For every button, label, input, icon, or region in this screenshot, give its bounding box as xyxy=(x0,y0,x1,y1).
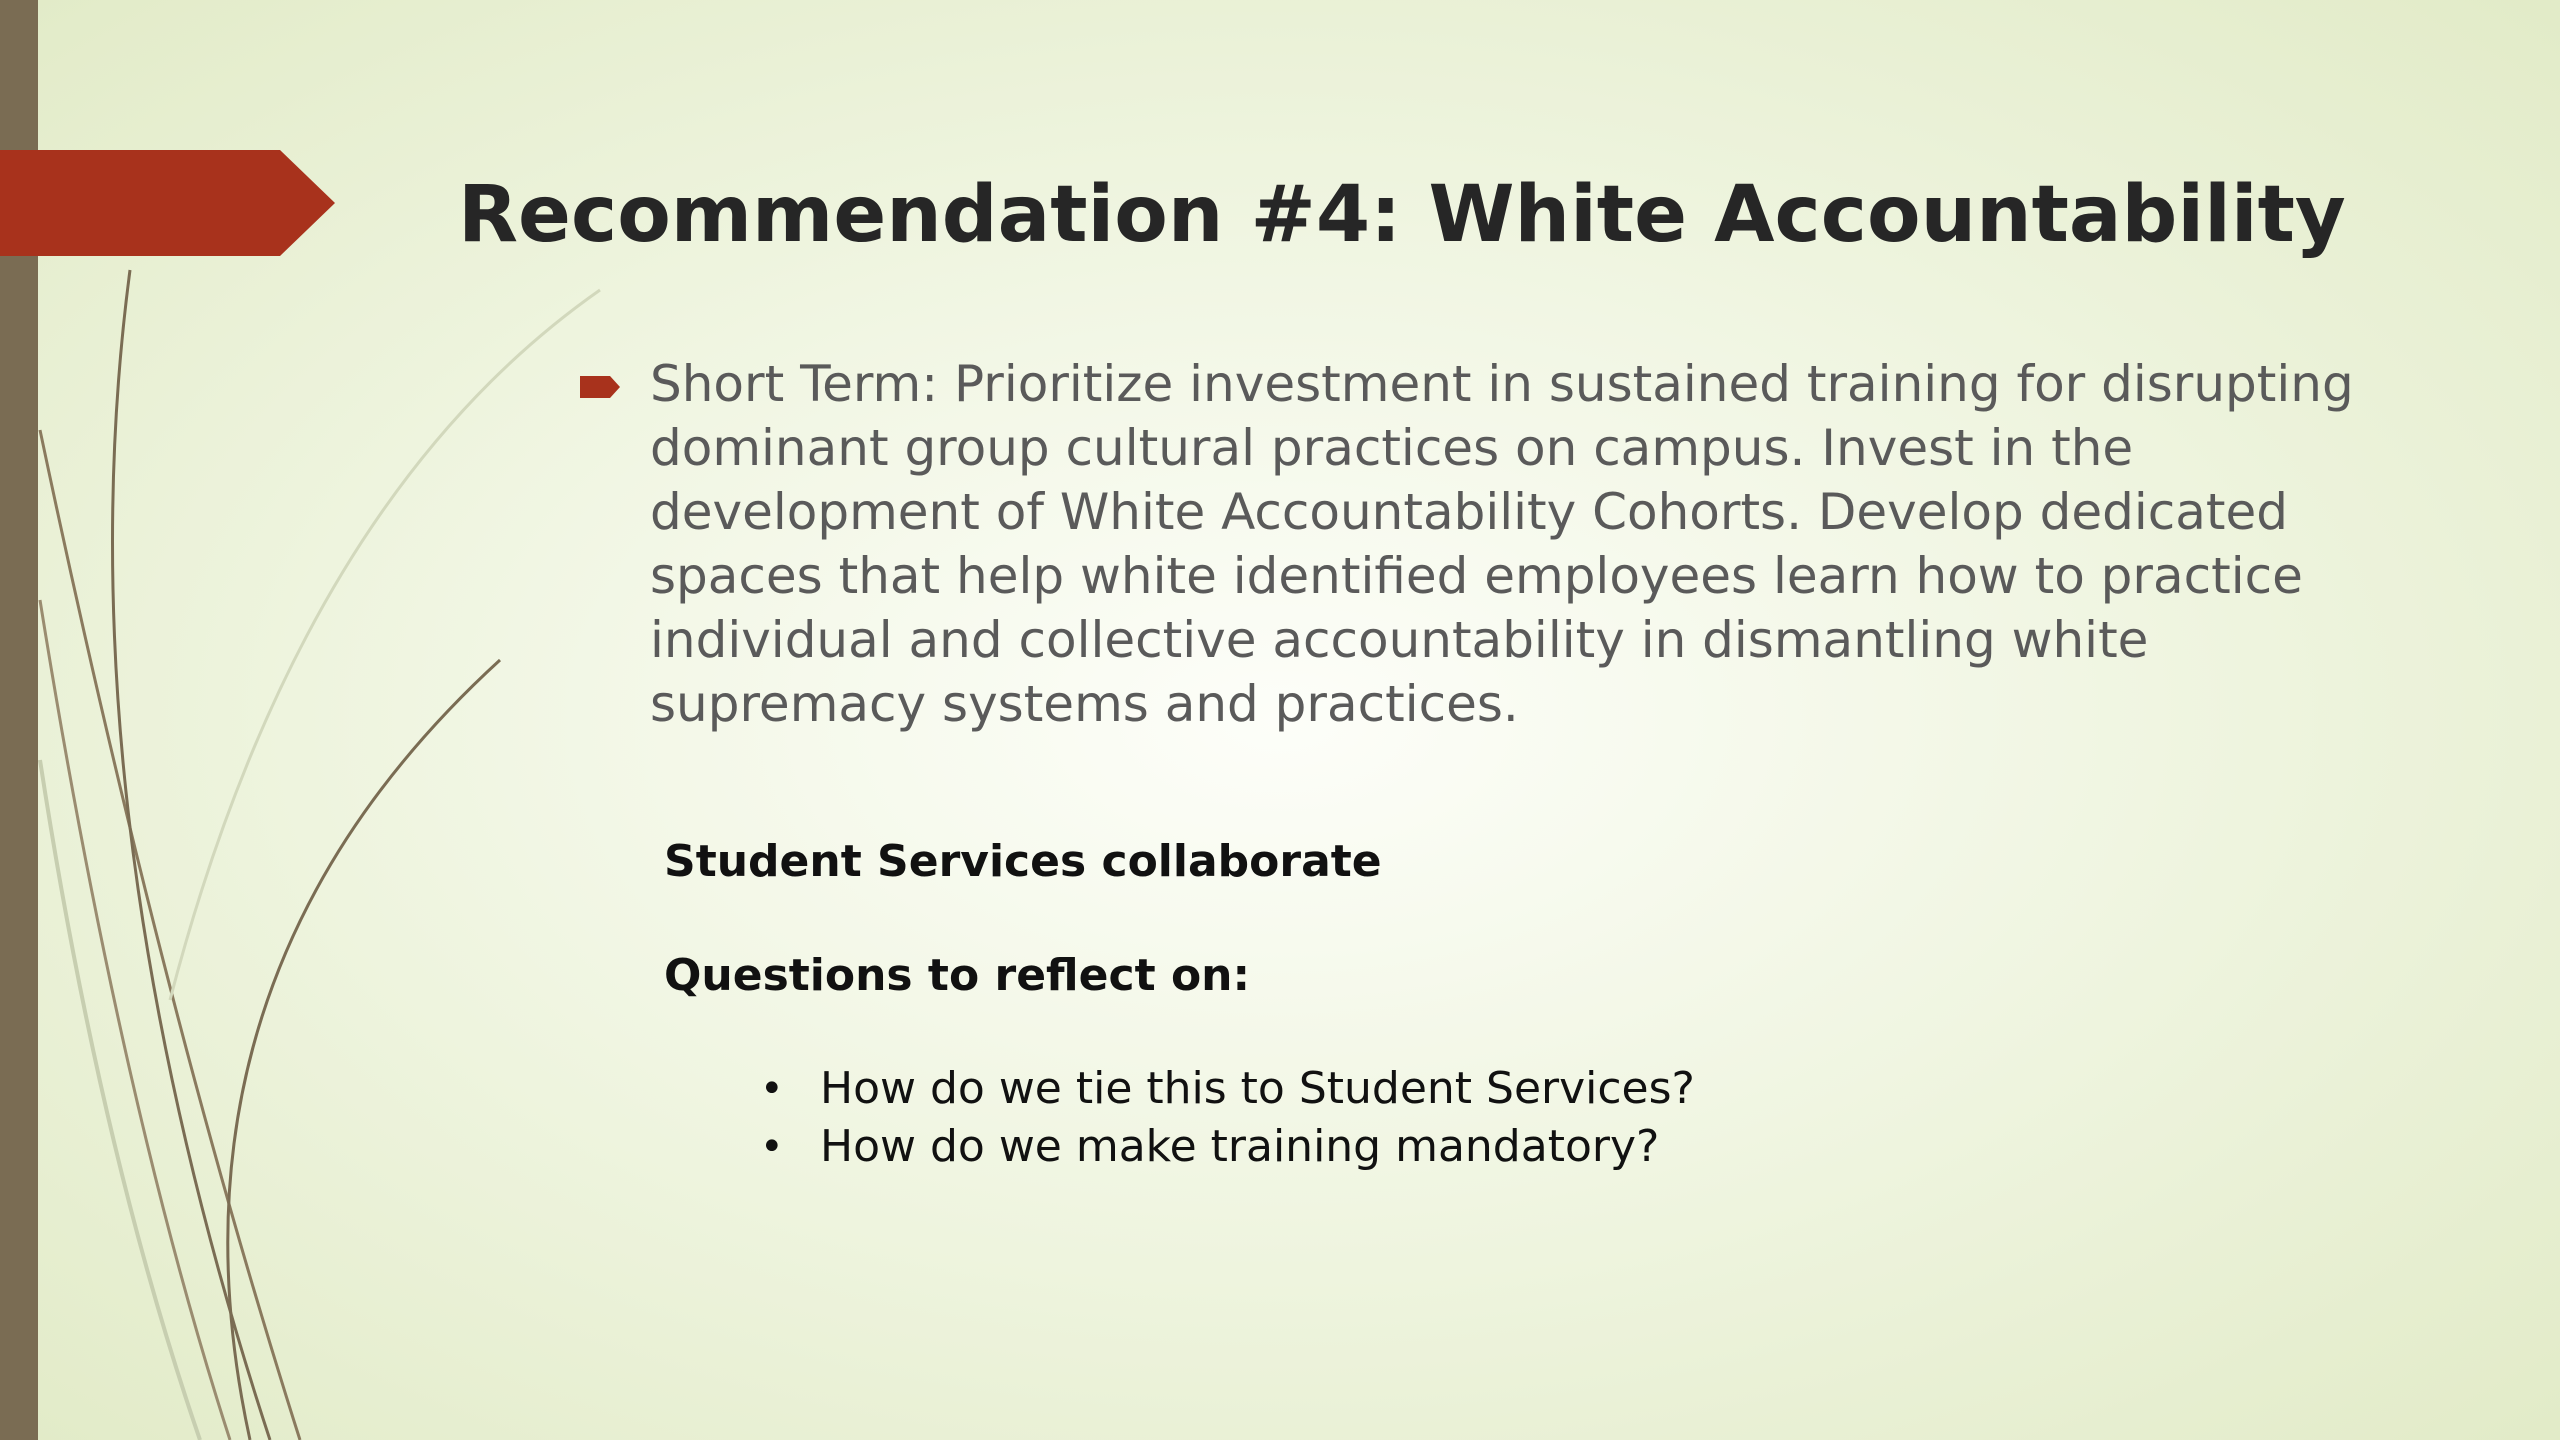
question-item xyxy=(760,1118,1695,1176)
question-item xyxy=(760,1060,1695,1118)
questions-label: Questions to reflect on: xyxy=(664,950,1251,1001)
main-bullet-block xyxy=(580,352,2400,736)
questions-list xyxy=(760,1060,1695,1176)
bullet-dot-icon: • xyxy=(760,1124,784,1170)
main-bullet xyxy=(580,352,2400,736)
question-text: How do we tie this to Student Services? xyxy=(820,1063,1695,1114)
question-text: How do we make training mandatory? xyxy=(820,1121,1660,1172)
bullet-dot-icon: • xyxy=(760,1066,784,1112)
slide-title: Recommendation #4: White Accountability xyxy=(458,170,2346,260)
main-bullet-text: Short Term: Prioritize investment in sustained training for disrupting dominant group cultural practices on campus. Invest in the development of White Accountability Cohorts. Develop dedicated spaces that help white identified employees learn how to practice individual and collective accountability in dismantling white supremacy systems and practices. xyxy=(650,355,2354,733)
collaborate-label: Student Services collaborate xyxy=(664,836,1382,887)
arrow-bullet-icon xyxy=(580,374,622,400)
title-arrow-shape xyxy=(0,150,335,256)
